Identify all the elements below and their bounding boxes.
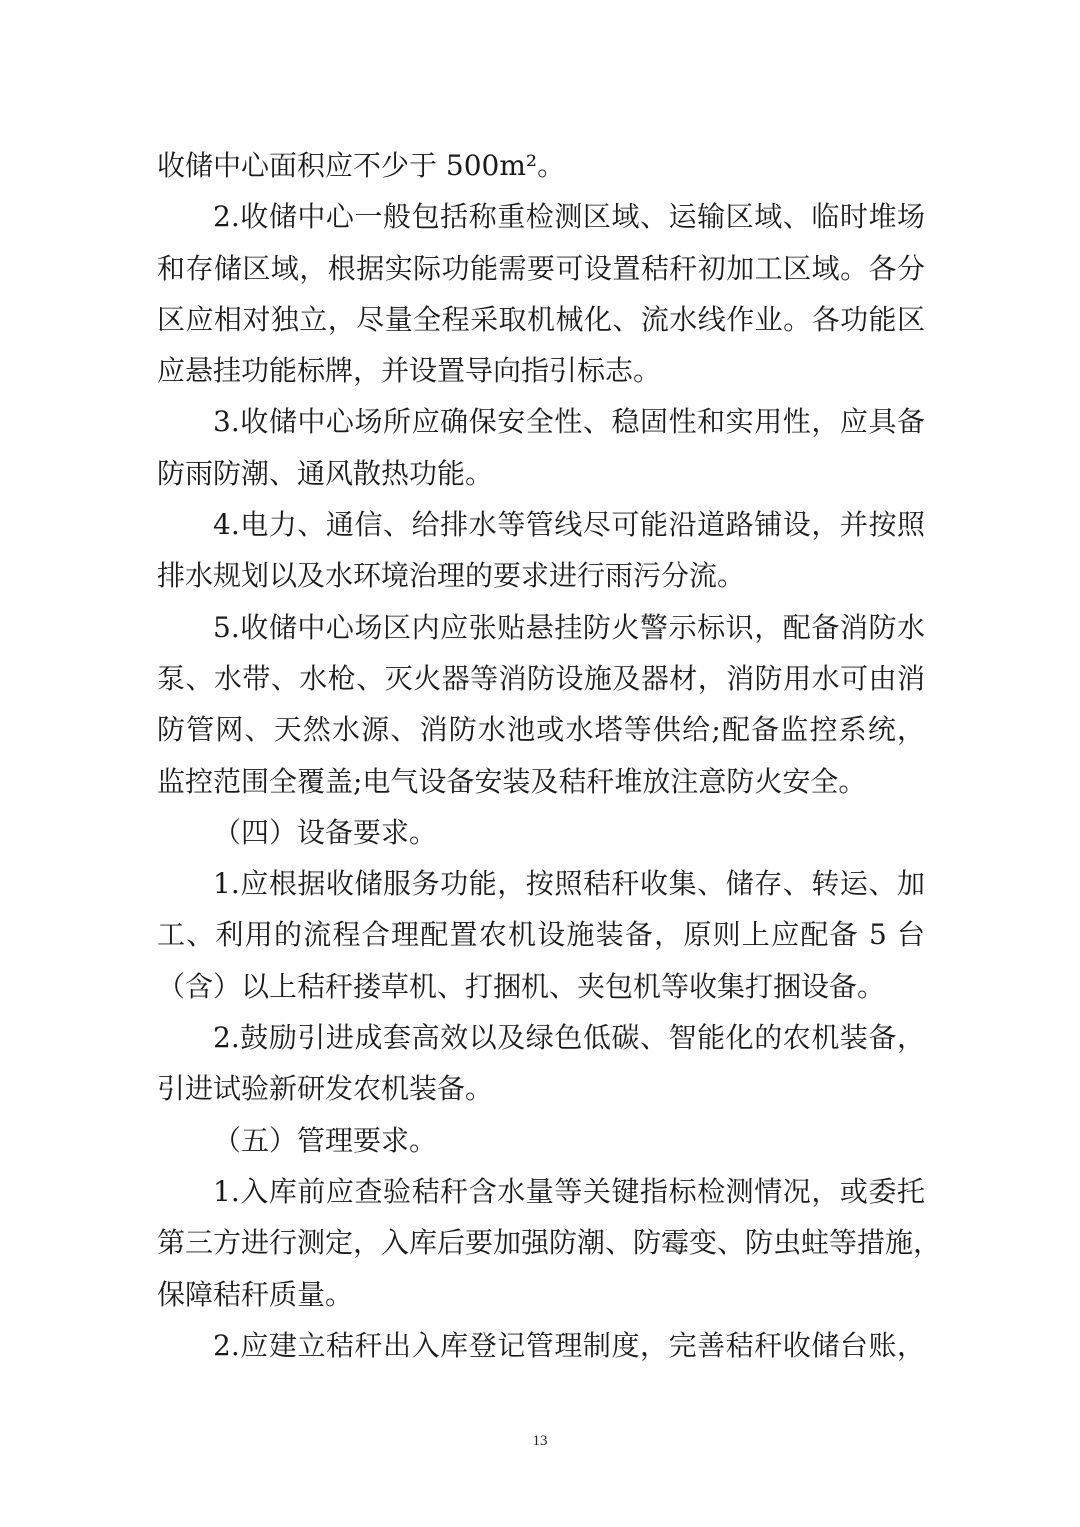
text-line: 4.电力、通信、给排水等管线尽可能沿道路铺设，并按照 (213, 508, 925, 542)
text-line: 工、利用的流程合理配置农机设施装备，原则上应配备 5 台 (157, 918, 925, 952)
text-line: 监控范围全覆盖;电气设备安装及秸秆堆放注意防火安全。 (157, 764, 867, 798)
text-line: 第三方进行测定，入库后要加强防潮、防霉变、防虫蛀等措施， (157, 1226, 942, 1260)
text-line: 引进试验新研发农机装备。 (157, 1072, 494, 1106)
text-line: 泵、水带、水枪、灭火器等消防设施及器材，消防用水可由消 (157, 661, 925, 695)
text-line: 收储中心面积应不少于 500m²。 (157, 149, 566, 182)
text-line: 5.收储中心场区内应张贴悬挂防火警示标识，配备消防水 (213, 610, 925, 644)
text-line: 1.应根据收储服务功能，按照秸秆收集、储存、转运、加 (213, 867, 925, 901)
text-line: 防雨防潮、通风散热功能。 (157, 456, 494, 490)
text-line: 和存储区域，根据实际功能需要可设置秸秆初加工区域。各分 (157, 251, 925, 285)
text-line: 2.鼓励引进成套高效以及绿色低碳、智能化的农机装备， (213, 1021, 925, 1055)
page-number: 13 (532, 1433, 548, 1449)
section-heading: （四）设备要求。 (213, 815, 438, 849)
text-line: 防管网、天然水源、消防水池或水塔等供给;配备监控系统， (157, 713, 925, 747)
body-text (157, 140, 942, 1371)
text-line: 排水规划以及水环境治理的要求进行雨污分流。 (157, 559, 746, 593)
text-line: 保障秸秆质量。 (157, 1277, 354, 1311)
text-line: 3.收储中心场所应确保安全性、稳固性和实用性，应具备 (213, 405, 925, 439)
text-line: （含）以上秸秆搂草机、打捆机、夹包机等收集打捆设备。 (157, 969, 886, 1003)
text-line: 2.收储中心一般包括称重检测区域、运输区域、临时堆场 (213, 200, 925, 234)
text-line: 应悬挂功能标牌，并设置导向指引标志。 (157, 354, 662, 388)
text-line: 1.入库前应查验秸秆含水量等关键指标检测情况，或委托 (213, 1174, 925, 1208)
text-line: 2.应建立秸秆出入库登记管理制度，完善秸秆收储台账， (213, 1328, 925, 1362)
text-line: 区应相对独立，尽量全程采取机械化、流水线作业。各功能区 (157, 302, 925, 336)
section-heading: （五）管理要求。 (213, 1123, 438, 1157)
